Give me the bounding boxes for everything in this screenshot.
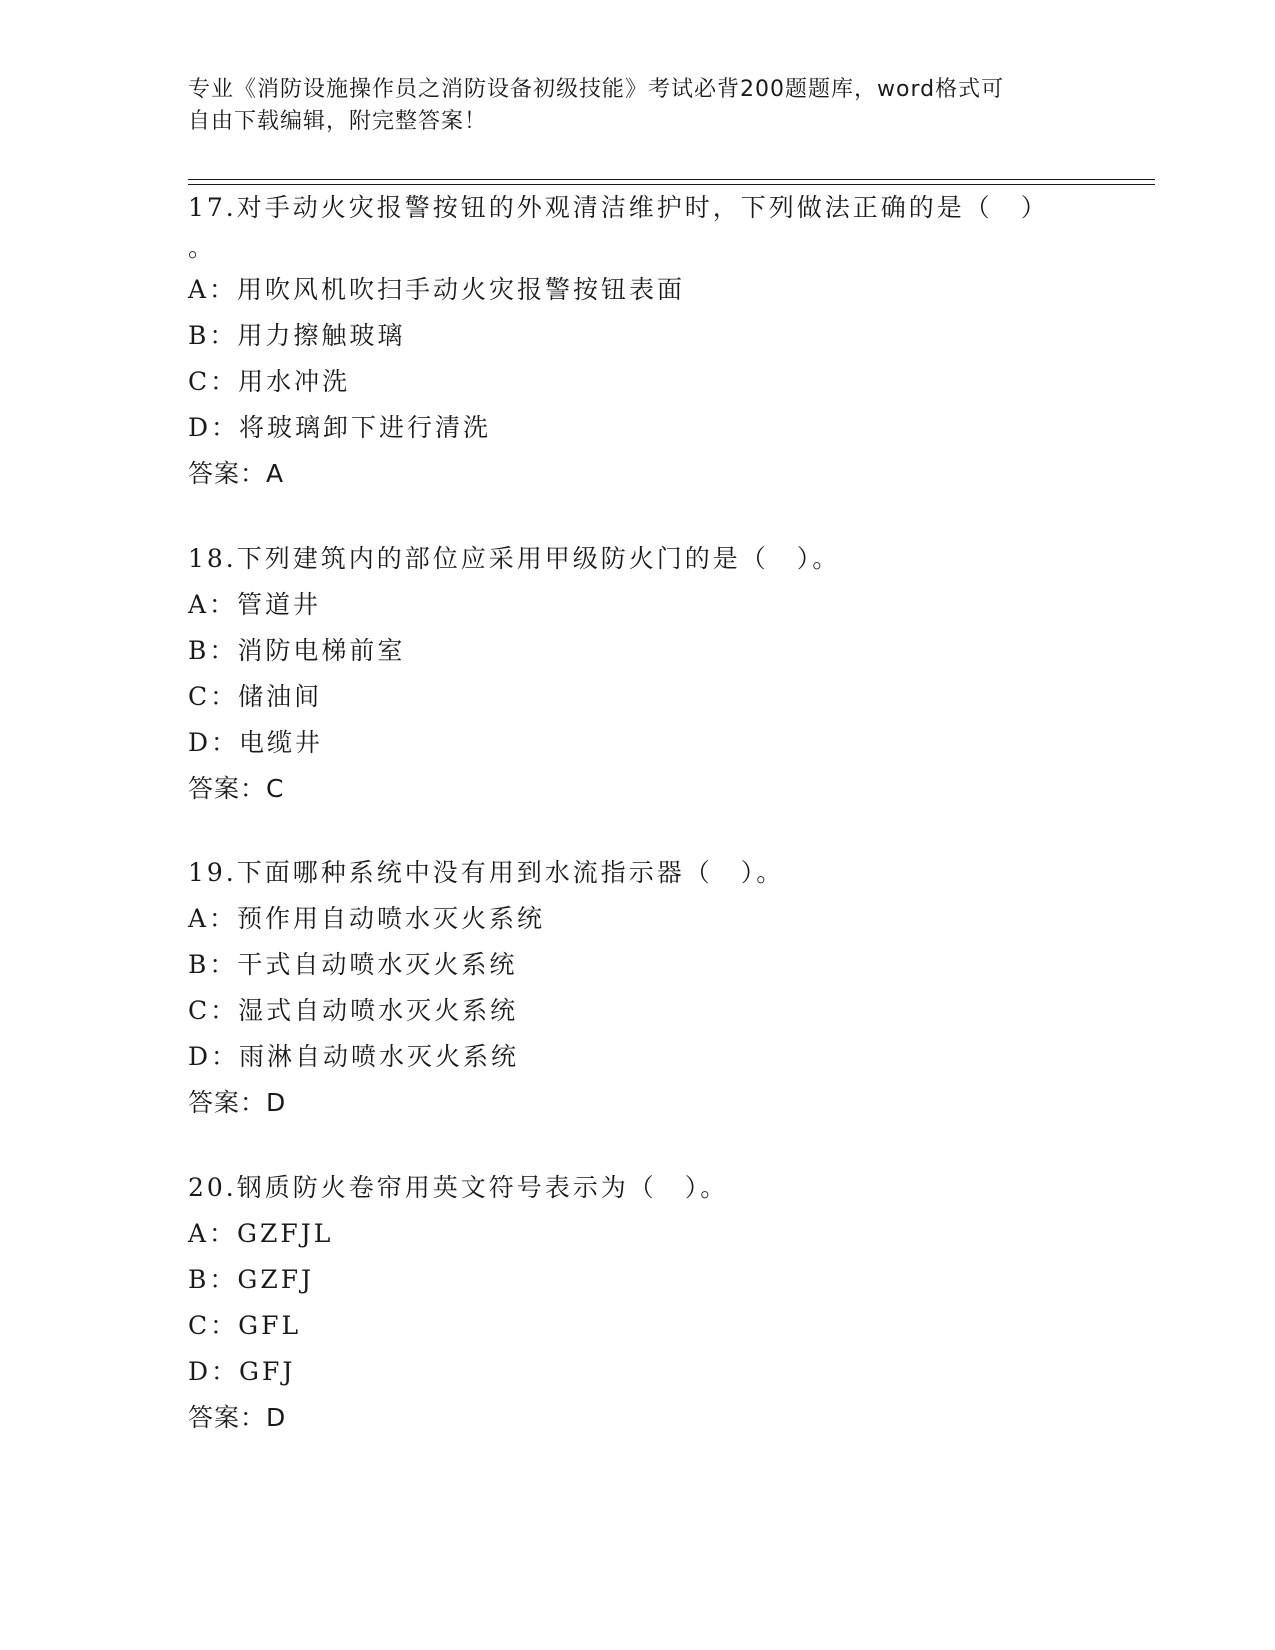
answer: 答案：D [188,1088,287,1117]
question-19 [188,850,1155,1126]
question-20 [188,1165,1155,1441]
option-b: B：GZFJ [188,1265,315,1294]
option-d: D：GFJ [188,1357,296,1386]
document-header [188,74,1088,138]
option-d: D：电缆井 [188,728,324,757]
option-a: A：管道井 [188,590,322,619]
answer: 答案：A [188,459,285,488]
header-line-1: 专业《消防设施操作员之消防设备初级技能》考试必背200题题库，word格式可 [188,77,1005,102]
header-line-2: 自由下载编辑，附完整答案！ [188,109,488,134]
option-b: B：消防电梯前室 [188,636,406,665]
header-divider-top [188,179,1155,180]
option-b: B：用力擦触玻璃 [188,321,406,350]
option-b: B：干式自动喷水灭火系统 [188,950,518,979]
question-stem: 18.下列建筑内的部位应采用甲级防火门的是（ ）。 [188,544,841,573]
option-c: C：GFL [188,1311,302,1340]
question-18 [188,536,1155,812]
option-a: A：预作用自动喷水灭火系统 [188,904,546,933]
answer: 答案：C [188,774,285,803]
option-d: D：雨淋自动喷水灭火系统 [188,1042,520,1071]
question-stem: 19.下面哪种系统中没有用到水流指示器（ ）。 [188,858,785,887]
option-c: C：储油间 [188,682,323,711]
option-a: A：用吹风机吹扫手动火灾报警按钮表面 [188,275,686,304]
option-c: C：用水冲洗 [188,367,351,396]
option-d: D：将玻璃卸下进行清洗 [188,413,492,442]
option-a: A：GZFJL [188,1219,334,1248]
answer: 答案：D [188,1403,287,1432]
question-stem: 20.钢质防火卷帘用英文符号表示为（ ）。 [188,1173,729,1202]
question-stem-continuation: 。 [188,233,217,262]
question-17 [188,185,1155,497]
option-c: C：湿式自动喷水灭火系统 [188,996,519,1025]
question-stem: 17.对手动火灾报警按钮的外观清洁维护时，下列做法正确的是（ ） [188,193,1049,222]
